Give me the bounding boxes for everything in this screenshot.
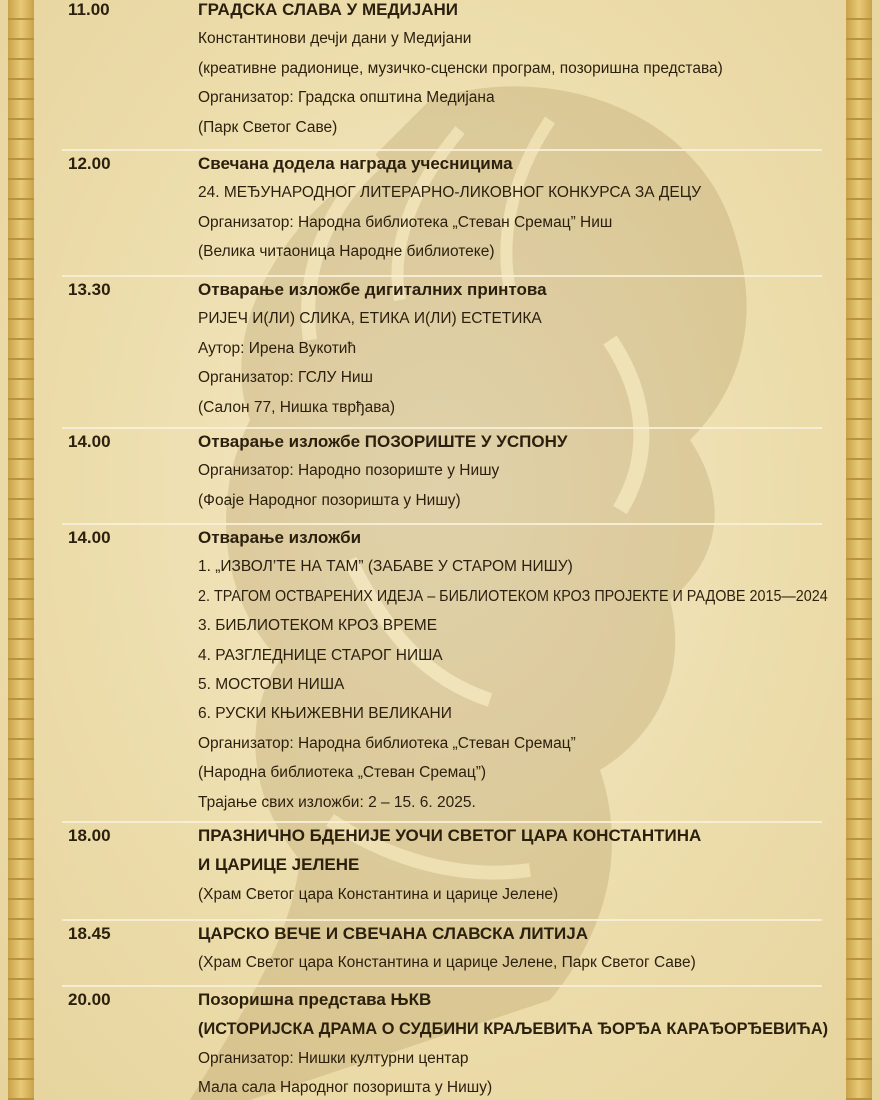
- event-detail-line: Организатор: Народна библиотека „Стеван Сремац” Ниш: [198, 213, 613, 231]
- event-detail-line: Организатор: Нишки културни центар: [198, 1049, 469, 1067]
- event-title: Отварање изложби: [198, 528, 362, 547]
- event-time: 18.45: [68, 924, 111, 943]
- event-title: Позоришна представа ЊКВ: [198, 990, 432, 1009]
- event-detail-line: (Парк Светог Саве): [198, 118, 338, 136]
- event-title: Отварање изложбе дигиталних принтова: [198, 280, 547, 299]
- greek-key-border-left: [8, 0, 34, 1100]
- event-title: ПРАЗНИЧНО БДЕНИЈЕ УОЧИ СВЕТОГ ЦАРА КОНСТАНТИНА: [198, 826, 702, 845]
- event-detail-line: Организатор: ГСЛУ Ниш: [198, 369, 373, 387]
- event-detail-line: Организатор: Народно позориште у Нишу: [198, 462, 500, 480]
- event-detail-line: (Храм Светог цара Константина и царице Јелене, Парк Светог Саве): [198, 954, 696, 972]
- event-detail-line: Организатор: Народна библиотека „Стеван Сремац”: [198, 734, 576, 752]
- event-title: ГРАДСКА СЛАВА У МЕДИЈАНИ: [198, 0, 458, 19]
- event-time: 14.00: [68, 432, 111, 451]
- event-time: 20.00: [68, 990, 111, 1009]
- event-detail-line: 4. РАЗГЛЕДНИЦЕ СТАРОГ НИША: [198, 646, 443, 664]
- event-detail-line: И ЦАРИЦЕ ЈЕЛЕНЕ: [198, 855, 360, 875]
- entry-separator: [62, 523, 822, 525]
- event-detail-line: (Велика читаоница Народне библиотеке): [198, 243, 495, 261]
- entry-separator: [62, 919, 822, 921]
- event-detail-line: Мала сала Народног позоришта у Нишу): [198, 1079, 493, 1097]
- entry-separator: [62, 427, 822, 429]
- event-detail-line: (креативне радионице, музичко-сценски програм, позоришна представа): [198, 59, 723, 77]
- event-detail-line: (Народна библиотека „Стеван Сремац”): [198, 764, 487, 782]
- event-time: 14.00: [68, 528, 111, 547]
- event-time: 18.00: [68, 826, 111, 845]
- event-detail-line: (ИСТОРИЈСКА ДРАМА О СУДБИНИ КРАЉЕВИЋА ЂОРЂА КАРАЂОРЂЕВИЋА): [198, 1019, 829, 1039]
- event-title: Свечана додела награда учесницима: [198, 154, 513, 173]
- event-detail-line: (Фоаје Народног позоришта у Нишу): [198, 491, 461, 509]
- event-time: 11.00: [68, 0, 110, 19]
- event-time: 13.30: [68, 280, 111, 299]
- event-time: 12.00: [68, 154, 111, 173]
- greek-key-border-right: [846, 0, 872, 1100]
- event-detail-line: 2. ТРАГОМ ОСТВАРЕНИХ ИДЕЈА – БИБЛИОТЕКОМ КРОЗ ПРОЈЕКТЕ И РАДОВЕ 2015—2024: [198, 587, 828, 605]
- entry-separator: [62, 149, 822, 151]
- event-title: ЦАРСКО ВЕЧЕ И СВЕЧАНА СЛАВСКА ЛИТИЈА: [198, 924, 588, 943]
- event-detail-line: 24. МЕЂУНАРОДНОГ ЛИТЕРАРНО-ЛИКОВНОГ КОНКУРСА ЗА ДЕЦУ: [198, 184, 702, 202]
- event-detail-line: (Салон 77, Нишка тврђава): [198, 398, 396, 416]
- event-detail-line: Аутор: Ирена Вукотић: [198, 339, 357, 357]
- event-detail-line: Константинови дечји дани у Медијани: [198, 30, 472, 48]
- event-detail-line: (Храм Светог цара Константина и царице Јелене): [198, 885, 559, 903]
- event-detail-line: Организатор: Градска општина Медијана: [198, 89, 495, 107]
- entry-separator: [62, 275, 822, 277]
- event-title: Отварање изложбе ПОЗОРИШТЕ У УСПОНУ: [198, 432, 568, 451]
- event-detail-line: 3. БИБЛИОТЕКОМ КРОЗ ВРЕМЕ: [198, 617, 438, 635]
- event-detail-line: 6. РУСКИ КЊИЖЕВНИ ВЕЛИКАНИ: [198, 705, 452, 723]
- entry-separator: [62, 985, 822, 987]
- event-detail-line: 1. „ИЗВОЛ’ТЕ НА ТАМ” (ЗАБАВЕ У СТАРОМ НИШУ): [198, 558, 573, 576]
- event-detail-line: Трајање свих изложби: 2 – 15. 6. 2025.: [198, 793, 476, 811]
- entry-separator: [62, 821, 822, 823]
- event-detail-line: 5. МОСТОВИ НИША: [198, 676, 345, 693]
- event-detail-line: РИЈЕЧ И(ЛИ) СЛИКА, ЕТИКА И(ЛИ) ЕСТЕТИКА: [198, 310, 542, 328]
